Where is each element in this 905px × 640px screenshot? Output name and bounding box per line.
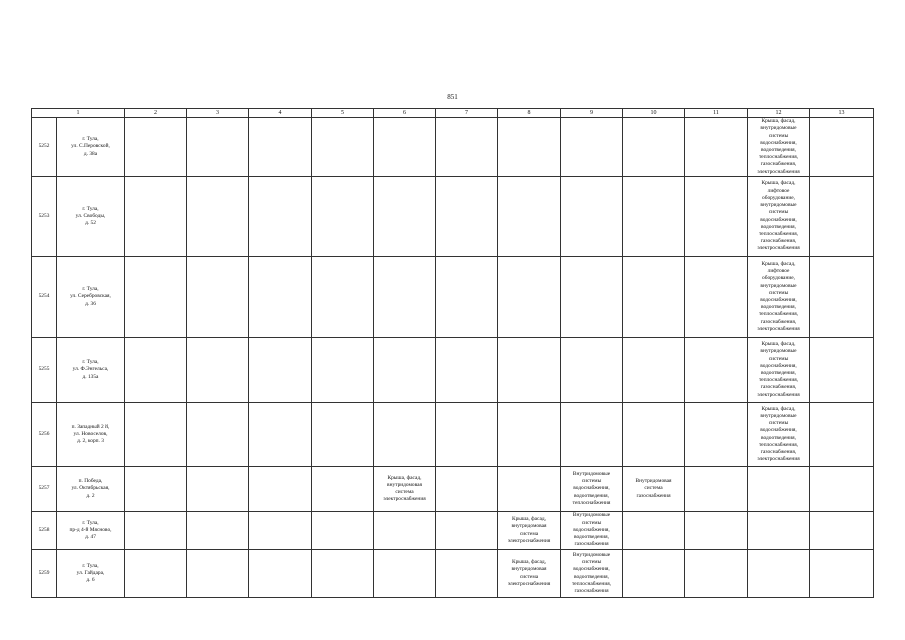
- cell-text-line: п. Победа,: [78, 478, 103, 485]
- table-cell: [436, 257, 498, 338]
- table-cell: [249, 177, 312, 257]
- cell-text-line: внутридомовые: [760, 348, 797, 355]
- cell-text-line: г. Тула,: [82, 136, 99, 143]
- cell-text-line: Крыша, фасад,: [761, 405, 796, 412]
- table-cell: [436, 118, 498, 177]
- cell-text-line: Внутридомовые: [572, 512, 611, 519]
- table-cell: [748, 257, 810, 338]
- cell-text-line: электроснабжения: [507, 537, 551, 544]
- cell-text-line: Крыша, фасад,: [761, 260, 796, 267]
- cell-text-line: электроснабжения: [757, 168, 800, 175]
- data-table: [31, 108, 874, 598]
- table-cell: [810, 177, 874, 257]
- cell-text-line: электроснабжения: [383, 496, 426, 503]
- cell-text-line: система: [519, 530, 539, 537]
- table-cell: [623, 512, 685, 550]
- table-cell: [249, 338, 312, 403]
- cell-text-line: системы: [768, 132, 789, 139]
- table-cell: [249, 118, 312, 177]
- table-cell: [125, 118, 187, 177]
- cell-text-line: ул. Свободы,: [75, 212, 106, 219]
- cell-text-line: оборудование,: [762, 275, 795, 282]
- cell-text-line: водоотведения,: [760, 223, 797, 230]
- table-cell: [498, 118, 561, 177]
- header-cell: 6: [374, 109, 436, 118]
- table-cell: [498, 338, 561, 403]
- cell-text-line: системы: [768, 289, 789, 296]
- table-cell: [312, 403, 374, 467]
- cell-text-line: внутридомовая: [511, 523, 547, 530]
- cell-text-line: внутридомовые: [760, 412, 797, 419]
- row-number: 5259: [32, 550, 57, 598]
- cell-text-line: лифтовое: [767, 268, 790, 275]
- table-cell: [312, 118, 374, 177]
- table-cell: [125, 512, 187, 550]
- cell-text-line: Крыша, фасад,: [761, 341, 796, 348]
- cell-text-line: Внутридомовая: [635, 478, 672, 485]
- table-cell: [685, 338, 748, 403]
- table-cell: [498, 257, 561, 338]
- cell-text-line: ул. С.Перовской,: [71, 143, 110, 150]
- cell-text-line: газоснабжения: [636, 492, 671, 499]
- table-row: [32, 338, 874, 403]
- cell-text-line: газоснабжения,: [760, 384, 797, 391]
- table-cell: [436, 550, 498, 598]
- cell-text-line: электроснабжения: [757, 245, 800, 252]
- table-cell: [374, 550, 436, 598]
- cell-text-line: газоснабжения,: [760, 318, 797, 325]
- table-cell: [125, 550, 187, 598]
- cell-text-line: водоснабжения,: [760, 362, 797, 369]
- table-cell: [374, 257, 436, 338]
- header-cell: 11: [685, 109, 748, 118]
- cell-text-line: внутридомовые: [760, 282, 797, 289]
- header-cell: 4: [249, 109, 312, 118]
- table-row: [32, 467, 874, 512]
- table-cell: [748, 118, 810, 177]
- table-row: [32, 257, 874, 338]
- table-cell: [685, 467, 748, 512]
- cell-text-line: водоотведения,: [760, 304, 797, 311]
- row-number: 5254: [32, 257, 57, 338]
- cell-text-line: внутридомовые: [760, 125, 797, 132]
- table-cell: [436, 467, 498, 512]
- table-cell: [57, 257, 125, 338]
- cell-text-line: г. Тула,: [82, 359, 99, 366]
- table-cell: [685, 512, 748, 550]
- table-cell: [187, 338, 249, 403]
- cell-text-line: водоснабжения,: [573, 485, 610, 492]
- table-cell: [187, 512, 249, 550]
- table-cell: [125, 257, 187, 338]
- table-cell: [685, 403, 748, 467]
- table-cell: [810, 550, 874, 598]
- table-cell: [748, 467, 810, 512]
- row-number: 5255: [32, 338, 57, 403]
- table-cell: [685, 257, 748, 338]
- table-cell: [187, 257, 249, 338]
- cell-text-line: ул. Октябрьская,: [71, 485, 110, 492]
- table-cell: [748, 338, 810, 403]
- row-number: 5252: [32, 118, 57, 177]
- table-cell: [685, 550, 748, 598]
- table-cell: [312, 512, 374, 550]
- cell-text-line: г. Тула,: [82, 286, 99, 293]
- table-cell: [436, 403, 498, 467]
- header-cell: 13: [810, 109, 874, 118]
- header-row: [32, 109, 874, 118]
- cell-text-line: д. 135а: [82, 373, 99, 380]
- cell-text-line: д. 36: [85, 300, 96, 307]
- cell-text-line: д. 52: [85, 220, 96, 227]
- cell-text-line: пр-д 4-й Мясново,: [69, 526, 112, 533]
- cell-text-line: Крыша, фасад,: [761, 180, 796, 187]
- cell-text-line: оборудование,: [762, 194, 795, 201]
- cell-text-line: ул. Ф.Энгельса,: [72, 366, 109, 373]
- table-cell: [374, 403, 436, 467]
- table-cell: [249, 512, 312, 550]
- cell-text-line: водоснабжения,: [760, 216, 797, 223]
- table-cell: [312, 467, 374, 512]
- table-cell: [374, 467, 436, 512]
- table-cell: [187, 467, 249, 512]
- table-cell: [312, 257, 374, 338]
- table-cell: [685, 118, 748, 177]
- cell-text-line: внутридомовая: [387, 481, 422, 488]
- table-cell: [125, 467, 187, 512]
- cell-text-line: система: [519, 573, 539, 580]
- table-cell: [748, 177, 810, 257]
- table-cell: [249, 467, 312, 512]
- table-cell: [623, 177, 685, 257]
- cell-text-line: г. Тула,: [82, 205, 99, 212]
- header-cell: 7: [436, 109, 498, 118]
- cell-text-line: электроснабжения: [507, 580, 551, 587]
- cell-text-line: теплоснабжения,: [758, 441, 799, 448]
- cell-text-line: Крыша, фасад,: [512, 559, 546, 566]
- cell-text-line: водоснабжения,: [760, 139, 797, 146]
- cell-text-line: Внутридомовые: [572, 551, 611, 558]
- cell-text-line: водоотведения,: [573, 573, 610, 580]
- cell-text-line: системы: [581, 478, 602, 485]
- table-cell: [249, 550, 312, 598]
- table-cell: [685, 177, 748, 257]
- cell-text-line: водоотведения,: [573, 534, 610, 541]
- table-cell: [498, 177, 561, 257]
- table-cell: [498, 403, 561, 467]
- cell-text-line: внутридомовые: [760, 202, 797, 209]
- table-cell: [187, 403, 249, 467]
- table-cell: [187, 177, 249, 257]
- table-cell: [810, 467, 874, 512]
- cell-text-line: д. 2: [86, 492, 95, 499]
- cell-text-line: внутридомовая: [511, 566, 547, 573]
- table-cell: [748, 550, 810, 598]
- table-cell: [498, 512, 561, 550]
- table-cell: [436, 512, 498, 550]
- table-cell: [748, 403, 810, 467]
- table-cell: [561, 467, 623, 512]
- cell-text-line: электроснабжения: [757, 391, 800, 398]
- cell-text-line: теплоснабжения,: [758, 154, 799, 161]
- cell-text-line: система: [395, 489, 414, 495]
- header-cell: 8: [498, 109, 561, 118]
- header-cell: 5: [312, 109, 374, 118]
- header-cell: 1: [32, 109, 125, 118]
- cell-text-line: д. 38а: [83, 150, 98, 157]
- cell-text-line: Крыша, фасад,: [761, 118, 796, 125]
- table-cell: [57, 467, 125, 512]
- cell-text-line: системы: [768, 355, 789, 362]
- row-number: 5256: [32, 403, 57, 467]
- cell-text-line: водоснабжения,: [573, 526, 610, 533]
- cell-text-line: газоснабжения,: [760, 238, 797, 245]
- table-cell: [561, 177, 623, 257]
- table-cell: [57, 512, 125, 550]
- table-cell: [312, 177, 374, 257]
- cell-text-line: теплоснабжения,: [758, 230, 799, 237]
- table-cell: [561, 512, 623, 550]
- header-cell: 12: [748, 109, 810, 118]
- table-cell: [57, 338, 125, 403]
- table-cell: [498, 550, 561, 598]
- table-cell: [623, 550, 685, 598]
- table-row: [32, 403, 874, 467]
- table-cell: [623, 338, 685, 403]
- cell-text-line: системы: [768, 420, 789, 427]
- table-cell: [312, 550, 374, 598]
- table-row: [32, 177, 874, 257]
- cell-text-line: д. 47: [85, 534, 96, 541]
- table-cell: [623, 467, 685, 512]
- cell-text-line: лифтовое: [767, 187, 790, 194]
- cell-text-line: электроснабжения: [757, 456, 800, 463]
- cell-text-line: газоснабжения,: [760, 161, 797, 168]
- table-cell: [748, 512, 810, 550]
- table-cell: [187, 118, 249, 177]
- table-cell: [57, 403, 125, 467]
- table-cell: [312, 338, 374, 403]
- cell-text-line: электроснабжения: [757, 325, 800, 332]
- table-cell: [561, 550, 623, 598]
- cell-text-line: теплоснабжения,: [758, 377, 799, 384]
- table-cell: [623, 257, 685, 338]
- table-cell: [436, 338, 498, 403]
- table-cell: [57, 177, 125, 257]
- table-row: [32, 118, 874, 177]
- table-cell: [561, 338, 623, 403]
- table-cell: [125, 177, 187, 257]
- cell-text-line: водоснабжения,: [573, 566, 610, 573]
- table-cell: [249, 257, 312, 338]
- table-cell: [810, 338, 874, 403]
- header-cell: 9: [561, 109, 623, 118]
- table-cell: [187, 550, 249, 598]
- table-cell: [810, 512, 874, 550]
- header-cell: 3: [187, 109, 249, 118]
- cell-text-line: газоснабжения: [574, 541, 609, 548]
- cell-text-line: газоснабжения,: [760, 448, 797, 455]
- cell-text-line: теплоснабжения,: [758, 311, 799, 318]
- table-cell: [623, 403, 685, 467]
- cell-text-line: теплоснабжения: [572, 499, 611, 506]
- cell-text-line: Крыша, фасад,: [512, 516, 546, 523]
- cell-text-line: ул. Новоселов,: [73, 430, 108, 437]
- header-cell: 10: [623, 109, 685, 118]
- table-cell: [436, 177, 498, 257]
- cell-text-line: ул. Гайдара,: [76, 569, 105, 576]
- cell-text-line: п. Западный 2 й,: [71, 423, 110, 430]
- table-cell: [374, 177, 436, 257]
- cell-text-line: газоснабжения: [574, 587, 609, 594]
- row-number: 5257: [32, 467, 57, 512]
- table-cell: [125, 338, 187, 403]
- cell-text-line: теплоснабжения,: [571, 580, 612, 587]
- header-cell: 2: [125, 109, 187, 118]
- cell-text-line: г. Тула,: [82, 562, 99, 569]
- cell-text-line: системы: [581, 519, 602, 526]
- cell-text-line: системы: [581, 559, 602, 566]
- table-cell: [374, 338, 436, 403]
- cell-text-line: водоотведения,: [760, 370, 797, 376]
- cell-text-line: д. 2, корп. 3: [77, 438, 104, 445]
- table-cell: [810, 257, 874, 338]
- table-cell: [561, 257, 623, 338]
- table-cell: [249, 403, 312, 467]
- table-row: [32, 550, 874, 598]
- row-number: 5258: [32, 512, 57, 550]
- cell-text-line: г. Тула,: [82, 519, 99, 526]
- cell-text-line: Внутридомовые: [572, 470, 611, 477]
- cell-text-line: ул. Серебровская,: [70, 293, 111, 300]
- table-cell: [561, 118, 623, 177]
- cell-text-line: водоснабжения,: [760, 297, 797, 303]
- cell-text-line: системы: [768, 209, 789, 216]
- cell-text-line: д. 6: [86, 577, 95, 584]
- table-cell: [561, 403, 623, 467]
- cell-text-line: Крыша, фасад,: [387, 474, 422, 481]
- table-cell: [125, 403, 187, 467]
- table-cell: [623, 118, 685, 177]
- table-row: [32, 512, 874, 550]
- cell-text-line: водоснабжения,: [760, 427, 797, 434]
- table-cell: [57, 118, 125, 177]
- table-cell: [810, 403, 874, 467]
- table-cell: [810, 118, 874, 177]
- table-cell: [374, 512, 436, 550]
- table-cell: [374, 118, 436, 177]
- cell-text-line: водоотведения,: [760, 434, 797, 441]
- cell-text-line: система: [644, 485, 663, 492]
- cell-text-line: водоотведения,: [573, 492, 610, 499]
- cell-text-line: водоотведения,: [760, 147, 797, 153]
- row-number: 5253: [32, 177, 57, 257]
- table-cell: [57, 550, 125, 598]
- page-number: 851: [447, 93, 458, 101]
- table-cell: [498, 467, 561, 512]
